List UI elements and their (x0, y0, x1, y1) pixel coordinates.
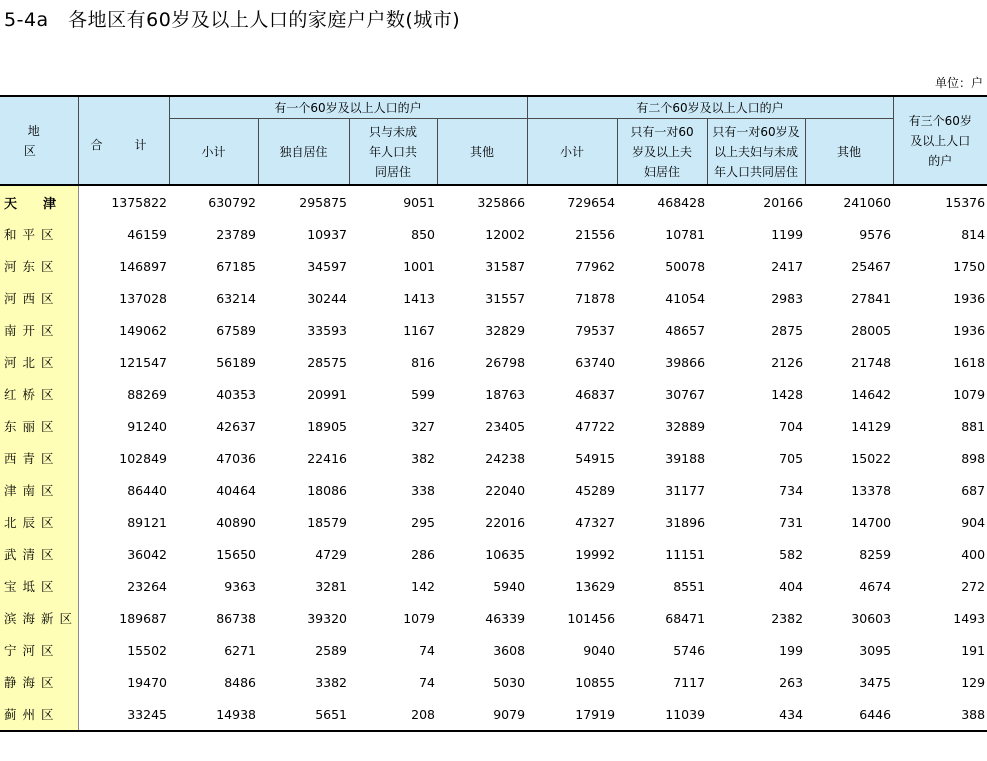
value-cell: 20166 (763, 194, 804, 210)
header-one-other: 其他 (437, 119, 527, 186)
value-cell: 22040 (485, 482, 526, 498)
value-cell: 731 (779, 514, 804, 530)
value-cell: 388 (893, 698, 987, 731)
value-cell: 50078 (665, 258, 706, 274)
value-cell: 149062 (119, 322, 167, 338)
region-cell: 静海区 (0, 666, 78, 698)
value-cell: 327 (411, 418, 435, 434)
value-cell: 24238 (485, 450, 526, 466)
value-cell: 22016 (485, 514, 526, 530)
value-cell: 2126 (771, 354, 804, 370)
value-cell: 28005 (851, 322, 892, 338)
value-cell: 88269 (127, 386, 167, 402)
value-cell: 31177 (665, 482, 706, 498)
value-cell: 1199 (771, 226, 804, 242)
region-cell: 北辰区 (0, 506, 78, 538)
value-cell: 199 (779, 642, 804, 658)
value-cell: 31587 (485, 258, 526, 274)
value-cell: 582 (779, 546, 804, 562)
value-cell: 129 (961, 674, 986, 690)
value-cell: 1618 (953, 354, 986, 370)
value-cell: 10855 (575, 674, 616, 690)
value-cell: 8551 (673, 578, 706, 594)
value-cell: 34597 (307, 258, 347, 274)
value-cell: 704 (779, 418, 804, 434)
value-cell: 5030 (493, 674, 526, 690)
value-cell: 816 (411, 354, 435, 370)
value-cell: 295 (411, 514, 435, 530)
value-cell: 46159 (127, 226, 167, 242)
value-cell: 1413 (403, 290, 435, 306)
table-row (0, 282, 987, 314)
value-cell: 382 (411, 450, 435, 466)
value-cell: 1428 (771, 386, 804, 402)
value-cell: 2417 (771, 258, 804, 274)
value-cell: 14642 (851, 386, 892, 402)
header-group-three: 有三个60岁及以上人口的户 (893, 96, 987, 185)
region-cell: 河东区 (0, 250, 78, 282)
value-cell: 1167 (403, 322, 435, 338)
value-cell: 705 (779, 450, 804, 466)
value-cell: 734 (779, 482, 804, 498)
table-row (0, 698, 987, 731)
value-cell: 121547 (119, 354, 167, 370)
value-cell: 9363 (224, 578, 256, 594)
table-row (0, 346, 987, 378)
region-cell: 东丽区 (0, 410, 78, 442)
value-cell: 9040 (583, 642, 616, 658)
value-cell: 146897 (119, 258, 167, 274)
value-cell: 23789 (216, 226, 256, 242)
value-cell: 30767 (665, 386, 706, 402)
value-cell: 15376 (945, 194, 986, 210)
value-cell: 77962 (575, 258, 616, 274)
value-cell: 30244 (307, 290, 347, 306)
value-cell: 1750 (953, 258, 986, 274)
value-cell: 2382 (771, 610, 804, 626)
value-cell: 1493 (953, 610, 986, 626)
value-cell: 189687 (119, 610, 167, 626)
region-cell: 河西区 (0, 282, 78, 314)
value-cell: 2983 (771, 290, 804, 306)
region-cell: 武清区 (0, 538, 78, 570)
value-cell: 3608 (493, 642, 526, 658)
value-cell: 208 (349, 698, 437, 731)
header-two-subtotal: 小计 (527, 119, 617, 186)
value-cell: 1001 (403, 258, 435, 274)
value-cell: 46837 (575, 386, 616, 402)
value-cell: 19470 (127, 674, 167, 690)
value-cell: 30603 (851, 610, 892, 626)
region-cell: 和平区 (0, 218, 78, 250)
data-table (0, 95, 987, 732)
value-cell: 39866 (665, 354, 706, 370)
value-cell: 31557 (485, 290, 526, 306)
value-cell: 17919 (527, 698, 617, 731)
value-cell: 40890 (216, 514, 256, 530)
value-cell: 86440 (127, 482, 167, 498)
value-cell: 31896 (665, 514, 706, 530)
value-cell: 48657 (665, 322, 706, 338)
value-cell: 11039 (617, 698, 707, 731)
value-cell: 400 (961, 546, 986, 562)
value-cell: 39320 (307, 610, 347, 626)
table-row (0, 538, 987, 570)
value-cell: 12002 (485, 226, 526, 242)
value-cell: 338 (411, 482, 435, 498)
value-cell: 47327 (575, 514, 616, 530)
value-cell: 18763 (485, 386, 526, 402)
value-cell: 18579 (307, 514, 347, 530)
value-cell: 10937 (307, 226, 347, 242)
value-cell: 729654 (567, 194, 616, 210)
value-cell: 4729 (315, 546, 347, 562)
value-cell: 898 (961, 450, 986, 466)
value-cell: 19992 (575, 546, 616, 562)
value-cell: 32889 (665, 418, 706, 434)
region-cell: 天津 (0, 185, 78, 218)
table-row (0, 185, 987, 218)
value-cell: 599 (411, 386, 435, 402)
value-cell: 27841 (851, 290, 892, 306)
value-cell: 18905 (307, 418, 347, 434)
value-cell: 47036 (216, 450, 256, 466)
value-cell: 39188 (665, 450, 706, 466)
unit-label: 单位：户 (934, 76, 983, 90)
table-row (0, 250, 987, 282)
region-cell: 宝坻区 (0, 570, 78, 602)
value-cell: 63740 (575, 354, 616, 370)
header-two-couple-only: 只有一对60岁及以上夫妇居住 (617, 119, 707, 186)
table-row (0, 634, 987, 666)
value-cell: 74 (419, 674, 435, 690)
value-cell: 5651 (258, 698, 349, 731)
table-row (0, 666, 987, 698)
table-row (0, 506, 987, 538)
value-cell: 25467 (851, 258, 892, 274)
table-row (0, 570, 987, 602)
value-cell: 1079 (403, 610, 435, 626)
table-row (0, 314, 987, 346)
table-row (0, 442, 987, 474)
value-cell: 263 (779, 674, 804, 690)
value-cell: 26798 (485, 354, 526, 370)
value-cell: 91240 (127, 418, 167, 434)
value-cell: 9079 (437, 698, 527, 731)
value-cell: 14938 (169, 698, 258, 731)
value-cell: 7117 (673, 674, 706, 690)
value-cell: 5940 (493, 578, 526, 594)
value-cell: 9576 (859, 226, 892, 242)
value-cell: 15650 (216, 546, 256, 562)
value-cell: 191 (961, 642, 986, 658)
value-cell: 74 (419, 642, 435, 658)
value-cell: 33593 (307, 322, 347, 338)
value-cell: 23405 (485, 418, 526, 434)
table-body (0, 185, 987, 731)
value-cell: 28575 (307, 354, 347, 370)
value-cell: 10781 (665, 226, 706, 242)
value-cell: 71878 (575, 290, 616, 306)
header-one-with-unmarried: 只与未成年人口共同居住 (349, 119, 437, 186)
value-cell: 11151 (665, 546, 706, 562)
value-cell: 45289 (575, 482, 616, 498)
value-cell: 102849 (119, 450, 167, 466)
value-cell: 13378 (851, 482, 892, 498)
value-cell: 101456 (567, 610, 616, 626)
value-cell: 36042 (127, 546, 167, 562)
region-cell: 西青区 (0, 442, 78, 474)
value-cell: 54915 (575, 450, 616, 466)
value-cell: 20991 (307, 386, 347, 402)
value-cell: 23264 (127, 578, 167, 594)
value-cell: 15022 (851, 450, 892, 466)
value-cell: 8259 (859, 546, 892, 562)
value-cell: 67185 (216, 258, 256, 274)
value-cell: 1375822 (111, 194, 167, 210)
value-cell: 3281 (315, 578, 347, 594)
value-cell: 814 (961, 226, 986, 242)
value-cell: 33245 (78, 698, 169, 731)
value-cell: 32829 (485, 322, 526, 338)
value-cell: 6446 (805, 698, 893, 731)
value-cell: 40353 (216, 386, 256, 402)
header-total: 合 计 (78, 96, 169, 185)
value-cell: 15502 (127, 642, 167, 658)
value-cell: 630792 (208, 194, 256, 210)
value-cell: 1079 (953, 386, 986, 402)
value-cell: 21556 (575, 226, 616, 242)
value-cell: 1936 (953, 290, 986, 306)
value-cell: 14700 (851, 514, 892, 530)
value-cell: 904 (961, 514, 986, 530)
value-cell: 241060 (843, 194, 892, 210)
region-cell: 宁河区 (0, 634, 78, 666)
value-cell: 14129 (851, 418, 892, 434)
header-group-two: 有二个60岁及以上人口的户 (527, 96, 893, 119)
header-group-one: 有一个60岁及以上人口的户 (169, 96, 527, 119)
value-cell: 79537 (575, 322, 616, 338)
value-cell: 8486 (224, 674, 256, 690)
value-cell: 272 (961, 578, 986, 594)
value-cell: 18086 (307, 482, 347, 498)
region-cell: 河北区 (0, 346, 78, 378)
value-cell: 3095 (859, 642, 892, 658)
value-cell: 1936 (953, 322, 986, 338)
value-cell: 2589 (315, 642, 347, 658)
value-cell: 3382 (315, 674, 347, 690)
value-cell: 2875 (771, 322, 804, 338)
value-cell: 881 (961, 418, 986, 434)
region-cell: 南开区 (0, 314, 78, 346)
table-row (0, 410, 987, 442)
header-one-alone: 独自居住 (258, 119, 349, 186)
header-two-couple-with-unmarried: 只有一对60岁及以上夫妇与未成年人口共同居住 (707, 119, 805, 186)
value-cell: 295875 (299, 194, 347, 210)
value-cell: 468428 (657, 194, 706, 210)
region-cell: 津南区 (0, 474, 78, 506)
value-cell: 142 (411, 578, 435, 594)
header-one-subtotal: 小计 (169, 119, 258, 186)
value-cell: 3475 (859, 674, 892, 690)
table-row (0, 218, 987, 250)
value-cell: 67589 (216, 322, 256, 338)
value-cell: 434 (707, 698, 805, 731)
value-cell: 40464 (216, 482, 256, 498)
value-cell: 68471 (665, 610, 706, 626)
value-cell: 41054 (665, 290, 706, 306)
value-cell: 89121 (127, 514, 167, 530)
value-cell: 4674 (859, 578, 892, 594)
value-cell: 10635 (485, 546, 526, 562)
table-row (0, 602, 987, 634)
header-region: 地 区 (0, 96, 78, 185)
region-cell: 蓟州区 (0, 698, 78, 731)
value-cell: 286 (411, 546, 435, 562)
value-cell: 404 (779, 578, 804, 594)
value-cell: 46339 (485, 610, 526, 626)
value-cell: 850 (411, 226, 435, 242)
table-row (0, 378, 987, 410)
value-cell: 47722 (575, 418, 616, 434)
value-cell: 6271 (224, 642, 256, 658)
value-cell: 5746 (673, 642, 706, 658)
page-title: 5-4a 各地区有60岁及以上人口的家庭户户数(城市) (4, 9, 461, 31)
value-cell: 86738 (216, 610, 256, 626)
table-row (0, 474, 987, 506)
region-cell: 红桥区 (0, 378, 78, 410)
value-cell: 42637 (216, 418, 256, 434)
region-cell: 滨海新区 (0, 602, 78, 634)
value-cell: 21748 (851, 354, 892, 370)
value-cell: 13629 (575, 578, 616, 594)
value-cell: 687 (961, 482, 986, 498)
value-cell: 22416 (307, 450, 347, 466)
value-cell: 137028 (119, 290, 167, 306)
value-cell: 63214 (216, 290, 256, 306)
value-cell: 9051 (403, 194, 435, 210)
header-two-other: 其他 (805, 119, 893, 186)
value-cell: 56189 (216, 354, 256, 370)
value-cell: 325866 (477, 194, 526, 210)
